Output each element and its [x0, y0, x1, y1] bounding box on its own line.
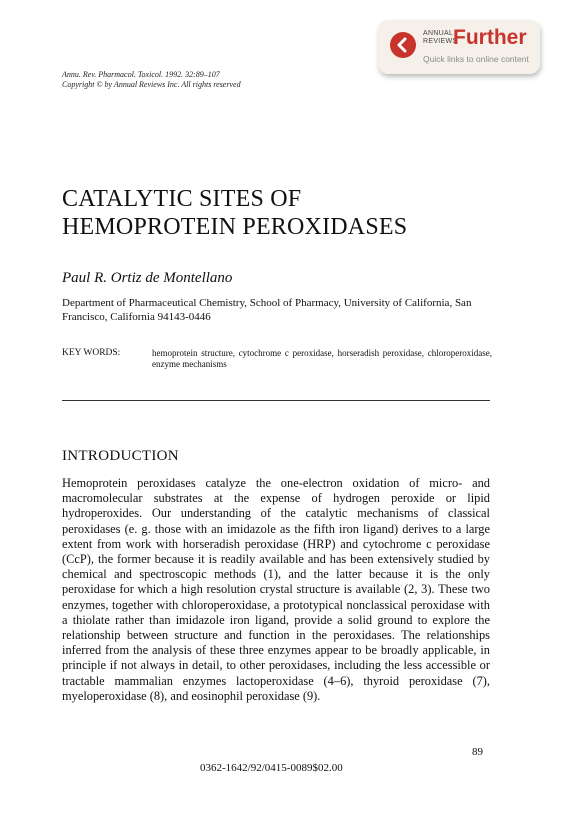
- article-title: CATALYTIC SITES OF HEMOPROTEIN PEROXIDASES: [62, 186, 408, 240]
- further-tagline: Quick links to online content: [423, 54, 529, 64]
- journal-citation: [62, 70, 241, 89]
- keywords-label: KEY WORDS:: [62, 348, 121, 358]
- further-logo-icon: [390, 32, 416, 58]
- body-paragraph: Hemoprotein peroxidases catalyze the one-electron oxidation of micro- and macromolecular substrates at the expense of hydrogen peroxide or lipid hydroperoxides. Our understanding of the catalytic mechanisms of classical peroxidases (e. g. those with an imidazole as the fifth iron ligand) derives to a large extent from work with horseradish peroxidase (HRP) and cytochrome c peroxidase (CcP), the former because it is readily available and has been extensively studied by chemical and spectroscopic methods (1), and the latter because it is the only peroxidase for which a high resolution crystal structure is available (2, 3). These two enzymes, together with chloroperoxidase, a prototypical nonclassical peroxidase with a thiolate rather than imidazole iron ligand, provide a solid ground to explore the relationship between structure and function in the peroxidases. The relationships inferred from the analysis of these three enzymes appear to be broadly applicable, in principle if not always in detail, to other peroxidases, including the less accessible or tractable mammalian enzymes lactoperoxidase (4–6), thyroid peroxidase (7), myeloperoxidase (8), and eosinophil peroxidase (9).: [62, 476, 490, 703]
- section-divider: [62, 400, 490, 401]
- keywords-list: hemoprotein structure, cytochrome c peroxidase, horseradish peroxidase, chloroperoxidase, enzyme mechanisms: [152, 348, 492, 369]
- document-code: 0362-1642/92/0415-0089$02.00: [200, 762, 343, 774]
- copyright-line: Copyright © by Annual Reviews Inc. All rights reserved: [62, 79, 241, 89]
- section-heading: INTRODUCTION: [62, 448, 179, 464]
- author-name: Paul R. Ortiz de Montellano: [62, 270, 233, 286]
- citation-line: Annu. Rev. Pharmacol. Toxicol. 1992. 32:89–107: [62, 70, 220, 79]
- author-affiliation: Department of Pharmaceutical Chemistry, School of Pharmacy, University of California, San Francisco, California 94143-0446: [62, 297, 472, 323]
- page-number: 89: [472, 746, 483, 758]
- annual-reviews-further-badge[interactable]: [378, 20, 540, 74]
- annual-reviews-label: ANNUAL REVIEWS: [423, 30, 458, 45]
- further-wordmark: Further: [453, 26, 527, 49]
